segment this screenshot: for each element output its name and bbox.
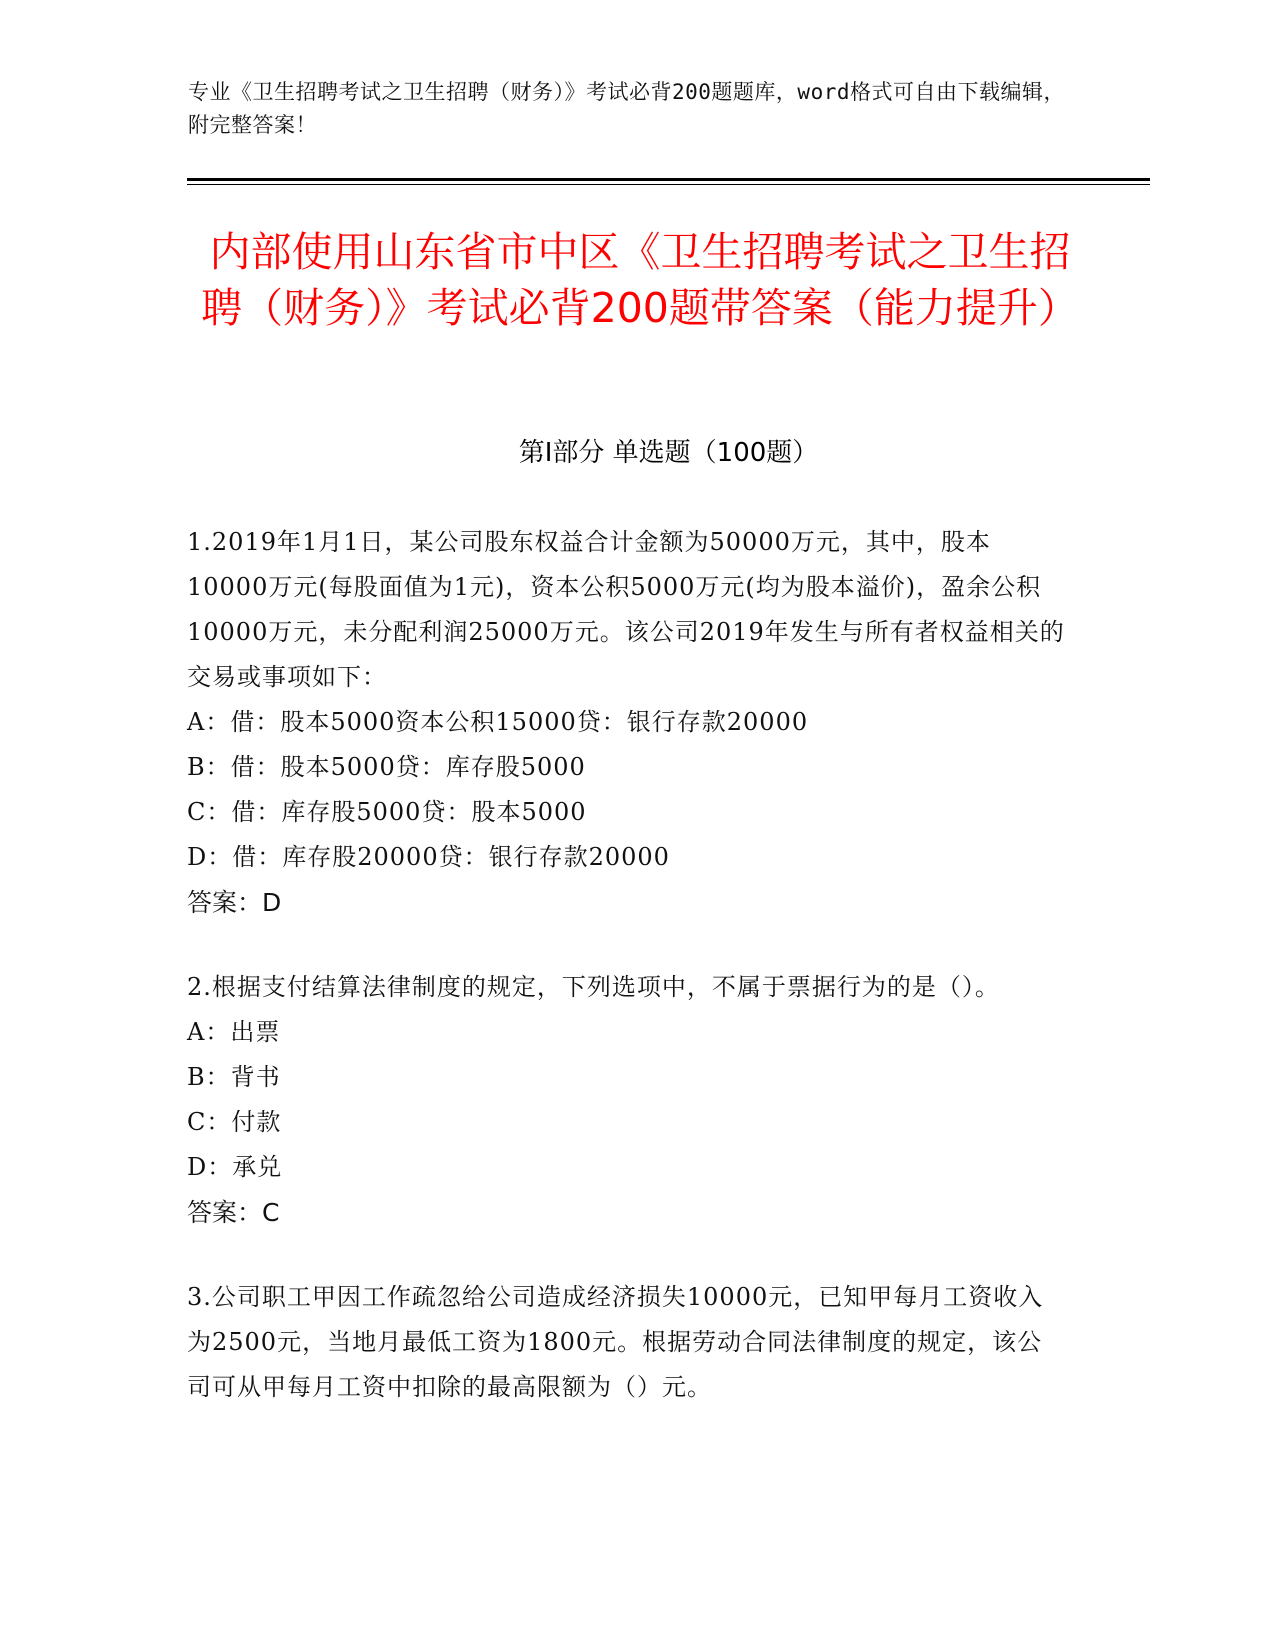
question-text: 1.2019年1月1日，某公司股东权益合计金额为50000万元，其中，股本10000万元(每股面值为1元)，资本公积5000万元(均为股本溢价)，盈余公积10000万元，未分配利润25000万元。该公司2019年发生与所有者权益相关的交易或事项如下：: [187, 528, 1065, 691]
question-text: 2.根据支付结算法律制度的规定，下列选项中，不属于票据行为的是（）。: [187, 973, 1000, 1001]
option-c: C：借：库存股5000贷：股本5000: [187, 798, 587, 826]
header-note: 专业《卫生招聘考试之卫生招聘（财务）》考试必背200题题库，word格式可自由下载编辑，附完整答案！: [188, 80, 1065, 137]
question-list: [187, 520, 1067, 1450]
option-a: A：出票: [187, 1018, 281, 1046]
option-d: D：承兑: [187, 1153, 283, 1181]
question-1: [187, 520, 1067, 925]
option-c: C：付款: [187, 1108, 282, 1136]
answer: 答案：D: [187, 888, 282, 917]
document-title: 内部使用山东省市中区《卫生招聘考试之卫生招聘（财务）》考试必背200题带答案（能力提升）: [201, 228, 1079, 332]
option-d: D：借：库存股20000贷：银行存款20000: [187, 843, 670, 871]
option-b: B：借：股本5000贷：库存股5000: [187, 753, 586, 781]
answer: 答案：C: [187, 1198, 280, 1227]
header-rule-thick: [187, 178, 1150, 181]
header-rule-thin: [187, 184, 1150, 185]
question-text: 3.公司职工甲因工作疏忽给公司造成经济损失10000元，已知甲每月工资收入为2500元，当地月最低工资为1800元。根据劳动合同法律制度的规定，该公司可从甲每月工资中扣除的最高限额为（）元。: [187, 1283, 1044, 1401]
option-a: A：借：股本5000资本公积15000贷：银行存款20000: [187, 708, 809, 736]
option-b: B：背书: [187, 1063, 281, 1091]
question-3: [187, 1275, 1067, 1410]
section-heading: 第Ⅰ部分 单选题（100题）: [518, 438, 819, 468]
question-2: [187, 965, 1067, 1235]
